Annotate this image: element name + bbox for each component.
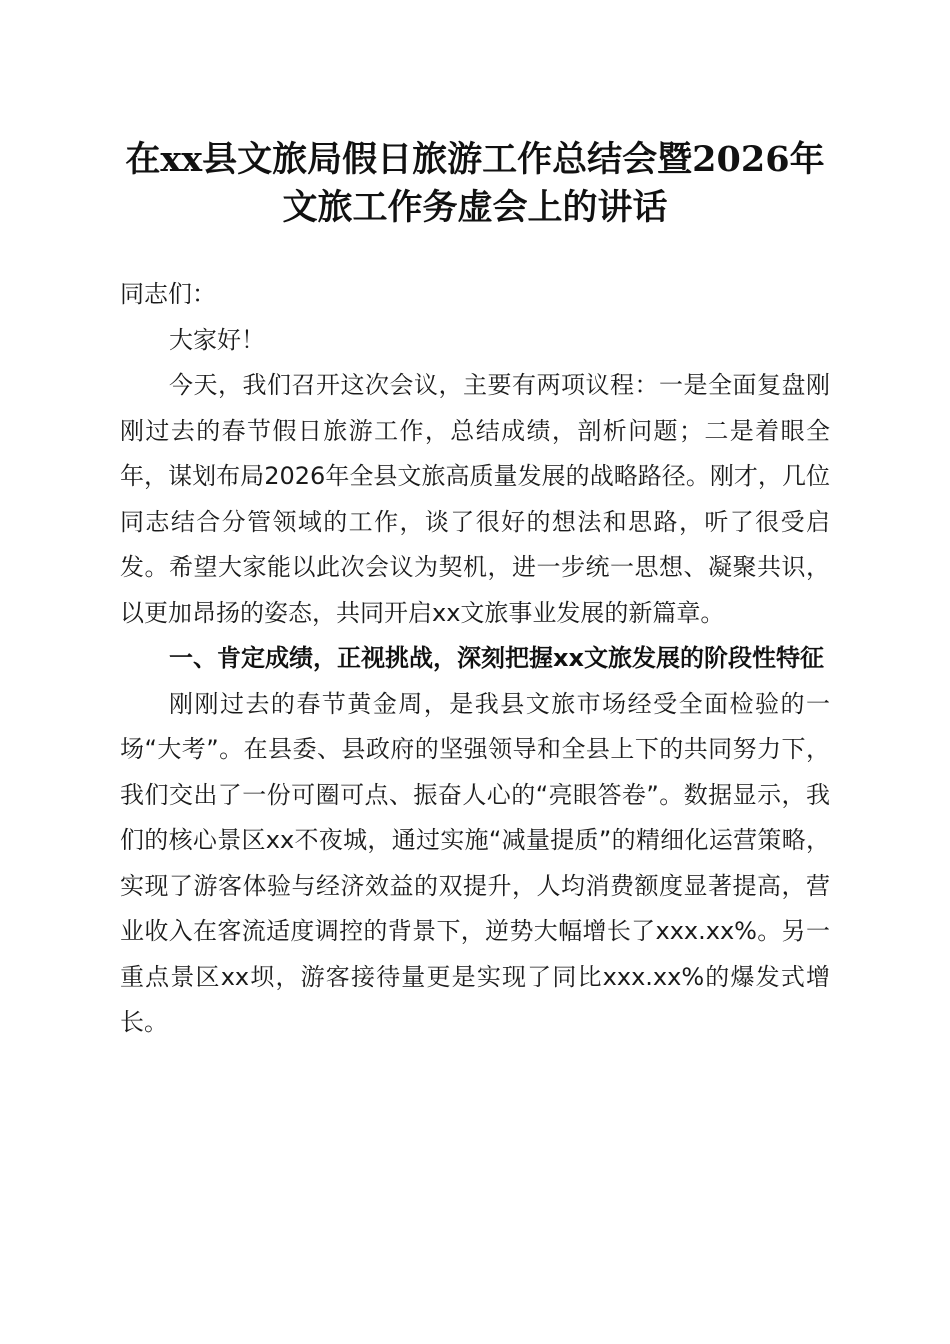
- greeting: 大家好！: [169, 325, 265, 354]
- salutation: 同志们：: [120, 280, 216, 308]
- document-title: [60, 136, 890, 232]
- opening-paragraph: 今天，我们召开这次会议，主要有两项议程：一是全面复盘刚刚过去的春节假日旅游工作，总结成绩，剖析问题；二是着眼全年，谋划布局2026年全县文旅高质量发展的战略路径。刚才，几位同志结合分管领域的工作，谈了很好的想法和思路，听了很受启发。希望大家能以此次会议为契机，进一步统一思想、凝聚共识，以更加昂扬的姿态，共同开启xx文旅事业发展的新篇章。: [120, 371, 830, 627]
- title-line-2: 文旅工作务虚会上的讲话: [282, 187, 668, 228]
- achievements-paragraph: 刚刚过去的春节黄金周，是我县文旅市场经受全面检验的一场“大考”。在县委、县政府的坚强领导和全县上下的共同努力下，我们交出了一份可圈可点、振奋人心的“亮眼答卷”。数据显示，我们的核心景区xx不夜城，通过实施“减量提质”的精细化运营策略，实现了游客体验与经济效益的双提升，人均消费额度显著提高，营业收入在客流适度调控的背景下，逆势大幅增长了xxx.xx%。另一重点景区xx坝，游客接待量更是实现了同比xxx.xx%的爆发式增长。: [120, 689, 830, 1036]
- section-heading: 一、肯定成绩，正视挑战，深刻把握xx文旅发展的阶段性特征: [169, 644, 824, 672]
- document-body: [120, 272, 830, 1046]
- title-line-1: 在xx县文旅局假日旅游工作总结会暨2026年: [125, 139, 825, 180]
